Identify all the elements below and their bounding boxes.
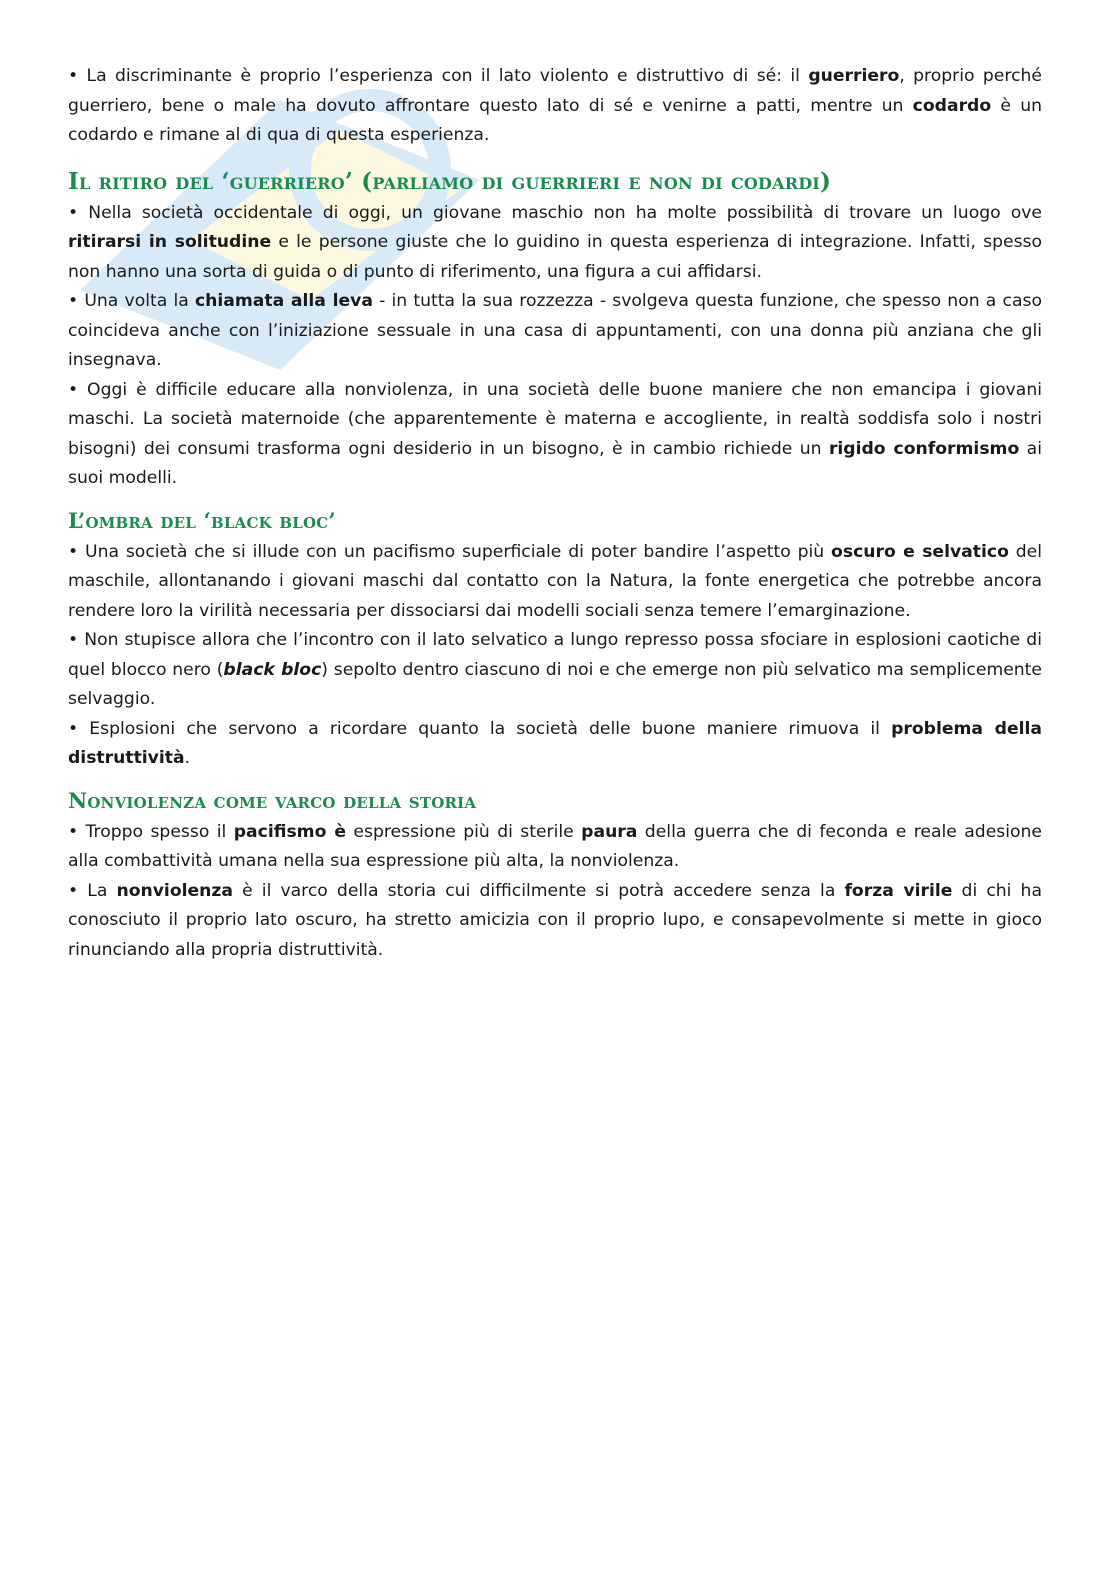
bullet: •	[68, 821, 79, 842]
paragraph: • Non stupisce allora che l’incontro con il lato selvatico a lungo represso possa sfociare in esplosioni caotiche di quel blocco nero (black bloc) sepolto dentro ciascuno di noi e che emerge non più selvatico ma semplicemente selvaggio.	[68, 630, 1042, 709]
bold-term: pacifismo è	[233, 821, 346, 842]
bold-term: guerriero	[808, 66, 900, 86]
section-heading-ritiro: Il ritiro del ‘guerriero’ (parliamo di guerrieri e non di codardi)	[68, 167, 832, 195]
section-heading-nonviolenza: Nonviolenza come varco della storia	[68, 787, 477, 813]
bold-term: paura	[581, 821, 638, 842]
paragraph: • Una volta la chiamata alla leva - in tutta la sua rozzezza - svolgeva questa funzione, che spesso non a caso coincideva anche con l’iniziazione sessuale in una casa di appuntamenti, con una donna più anziana che gli insegnava.	[68, 291, 1042, 370]
bullet: •	[68, 880, 79, 901]
bold-term: oscuro e selvatico	[831, 541, 1009, 562]
bold-italic-term: black bloc	[223, 659, 322, 680]
bullet: •	[68, 630, 79, 650]
bullet: •	[68, 291, 79, 311]
bold-term: chiamata alla leva	[194, 291, 373, 311]
bold-term: forza virile	[844, 880, 953, 901]
document-page	[68, 62, 1042, 965]
section-heading-black-bloc: L’ombra del ‘black bloc’	[68, 507, 336, 533]
bold-term: rigido conformismo	[828, 438, 1020, 459]
bold-term: problema della distruttività	[68, 718, 1042, 768]
paragraph: • Una società che si illude con un pacifismo superficiale di poter bandire l’aspetto più oscuro e selvatico del maschile, allontanando i giovani maschi dal contatto con la Natura, la fonte energetica che potrebbe ancora rendere loro la virilità necessaria per dissociarsi dai modelli sociali senza temere l’emarginazione.	[68, 541, 1043, 621]
bold-term: codardo	[912, 95, 992, 116]
bold-term: ritirarsi in solitudine	[68, 232, 272, 252]
bullet: •	[68, 66, 79, 86]
bullet: •	[68, 718, 79, 739]
paragraph: • Troppo spesso il pacifismo è espressione più di sterile paura della guerra che di feconda e reale adesione alla combattività umana nella sua espressione più alta, la nonviolenza.	[68, 821, 1042, 871]
paragraph: • Oggi è difficile educare alla nonviolenza, in una società delle buone maniere che non emancipa i giovani maschi. La società maternoide (che apparentemente è materna e accogliente, in realtà soddisfa solo i nostri bisogni) dei consumi trasforma ogni desiderio in un bisogno, è in cambio richiede un rigido conformismo ai suoi modelli.	[68, 379, 1042, 488]
bullet: •	[68, 541, 79, 562]
paragraph: • La nonviolenza è il varco della storia cui difficilmente si potrà accedere senza la forza virile di chi ha conosciuto il proprio lato oscuro, ha stretto amicizia con il proprio lupo, e consapevolmente si mette in gioco rinunciando alla propria distruttività.	[68, 880, 1042, 960]
bold-term: nonviolenza	[116, 880, 234, 901]
intro-paragraph: • La discriminante è proprio l’esperienza con il lato violento e distruttivo di sé: il guerriero, proprio perché guerriero, bene o male ha dovuto affrontare questo lato di sé e venirne a patti, mentre un codardo è un codardo e rimane al di qua di questa esperienza.	[68, 66, 1042, 145]
paragraph: • Nella società occidentale di oggi, un giovane maschio non ha molte possibilità di trovare un luogo ove ritirarsi in solitudine e le persone giuste che lo guidino in questa esperienza di integrazione. Infatti, spesso non hanno una sorta di guida o di punto di riferimento, una figura a cui affidarsi.	[68, 202, 1043, 282]
bullet: •	[68, 379, 79, 400]
paragraph: • Esplosioni che servono a ricordare quanto la società delle buone maniere rimuova il problema della distruttività.	[68, 718, 1042, 768]
bullet: •	[68, 202, 79, 223]
